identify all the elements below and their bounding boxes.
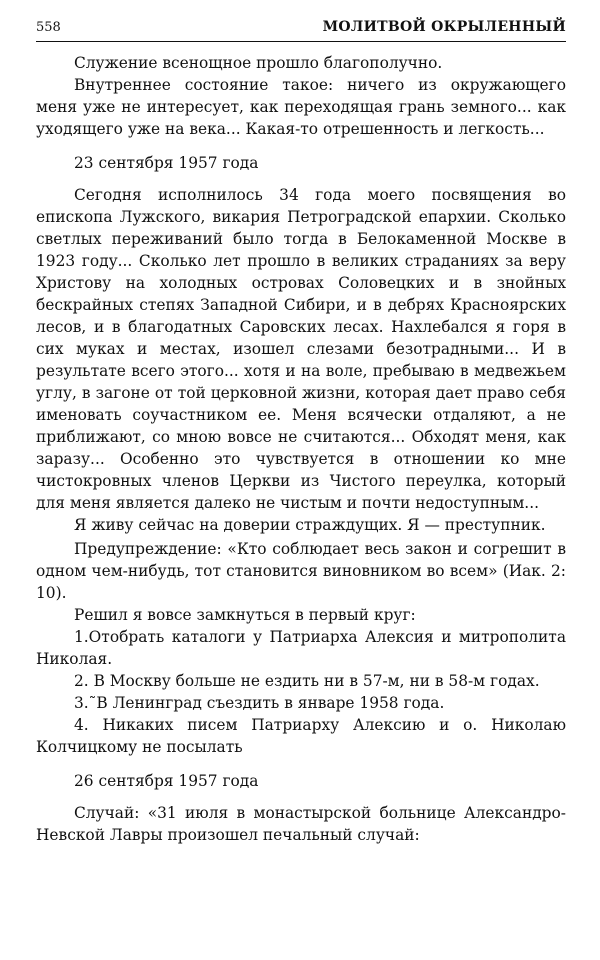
list-item-3: 3.˜В Ленинград съездить в январе 1958 года.: [74, 694, 445, 712]
page-body: [36, 52, 566, 846]
paragraph-6: Решил я вовсе замкнуться в первый круг:: [74, 606, 416, 624]
date-heading-1: 23 сентября 1957 года: [74, 154, 259, 172]
paragraph-7: Случай: «31 июля в монастырской больнице Александро-Невской Лавры произошел печальный случай:: [36, 804, 566, 844]
page-number: 558: [36, 20, 61, 35]
paragraph-1: Служение всенощное прошло благополучно.: [74, 54, 443, 72]
paragraph-2: Внутреннее состояние такое: ничего из окружающего меня уже не интересует, как переходящая грань земного... как уходящего уже на века... Какая-то отрешенность и легкость...: [36, 76, 566, 138]
paragraph-5: Предупреждение: «Кто соблюдает весь закон и согрешит в одном чем-нибудь, тот становится виновником во всем» (Иак. 2: 10).: [36, 540, 566, 602]
date-heading-2: 26 сентября 1957 года: [74, 772, 259, 790]
list-item-4: 4. Никаких писем Патриарху Алексию и о. Николаю Колчицкому не посылать: [36, 716, 566, 756]
list-item-2: 2. В Москву больше не ездить ни в 57-м, ни в 58-м годах.: [74, 672, 540, 690]
page-header: [36, 18, 566, 42]
running-title: МОЛИТВОЙ ОКРЫЛЕННЫЙ: [322, 19, 566, 35]
book-page: [36, 18, 566, 846]
list-item-1: 1.Отобрать каталоги у Патриарха Алексия и митрополита Николая.: [36, 628, 566, 668]
paragraph-4: Я живу сейчас на доверии страждущих. Я — преступник.: [74, 516, 546, 534]
paragraph-3: Сегодня исполнилось 34 года моего посвящения во епископа Лужского, викария Петроградской епархии. Сколько светлых переживаний было тогда в Белокаменной Москве в 1923 году... Сколько лет прошло в великих страданиях за веру Христову на холодных островах Соловецких и в знойных бескрайных степях Западной Сибири, и в дебрях Красноярских лесов, и в благодатных Саровских лесах. Нахлебался я горя в сих муках и местах, изошел слезами безотрадными... И в результате всего этого... хотя и на воле, пребываю в медвежьем углу, в загоне от той церковной жизни, которая дает право себя именовать соучастником ее. Меня всячески отдаляют, а не приближают, со мною вовсе не считаются... Обходят меня, как заразу... Особенно это чувствуется в отношении ко мне чистокровных членов Церкви из Чистого переулка, который для меня является далеко не чистым и почти недоступным...: [36, 186, 566, 512]
